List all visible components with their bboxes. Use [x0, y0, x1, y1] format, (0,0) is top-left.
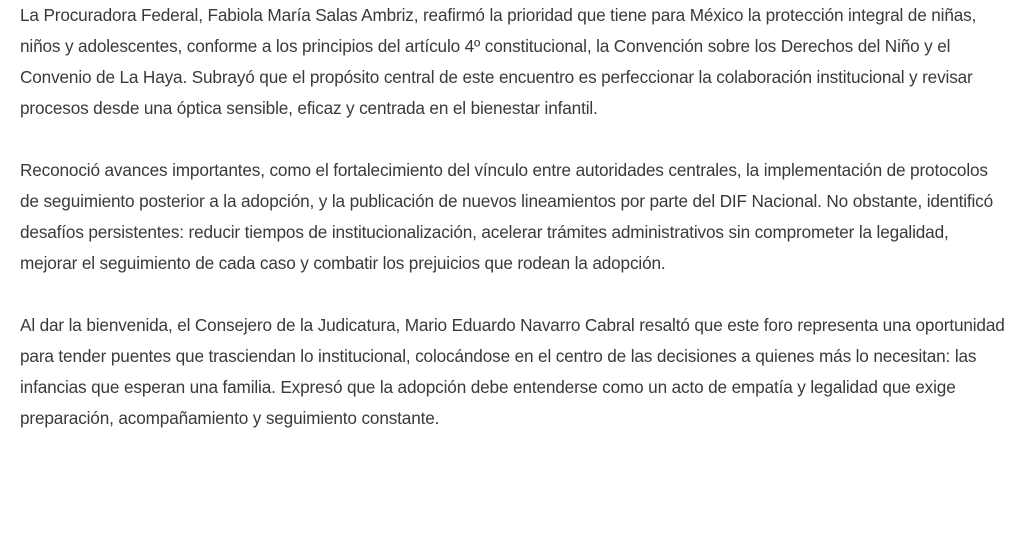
article-paragraph-3: Al dar la bienvenida, el Consejero de la Judicatura, Mario Eduardo Navarro Cabral resaltó que este foro representa una oportunidad para tender puentes que trasciendan lo institucional, colocándose en el centro de las decisiones a quienes más lo necesitan: las infancias que esperan una familia. Expresó que la adopción debe entenderse como un acto de empatía y legalidad que exige preparación, acompañamiento y seguimiento constante. — [20, 315, 1005, 428]
article-paragraph-1: La Procuradora Federal, Fabiola María Salas Ambriz, reafirmó la prioridad que tiene para México la protección integral de niñas, niños y adolescentes, conforme a los principios del artículo 4º constitucional, la Convención sobre los Derechos del Niño y el Convenio de La Haya. Subrayó que el propósito central de este encuentro es perfeccionar la colaboración institucional y revisar procesos desde una óptica sensible, eficaz y centrada en el bienestar infantil. — [20, 5, 977, 118]
article-paragraph-2: Reconoció avances importantes, como el fortalecimiento del vínculo entre autoridades centrales, la implementación de protocolos de seguimiento posterior a la adopción, y la publicación de nuevos lineamientos por parte del DIF Nacional. No obstante, identificó desafíos persistentes: reducir tiempos de institucionalización, acelerar trámites administrativos sin comprometer la legalidad, mejorar el seguimiento de cada caso y combatir los prejuicios que rodean la adopción. — [20, 160, 994, 273]
article-body — [20, 0, 1010, 434]
